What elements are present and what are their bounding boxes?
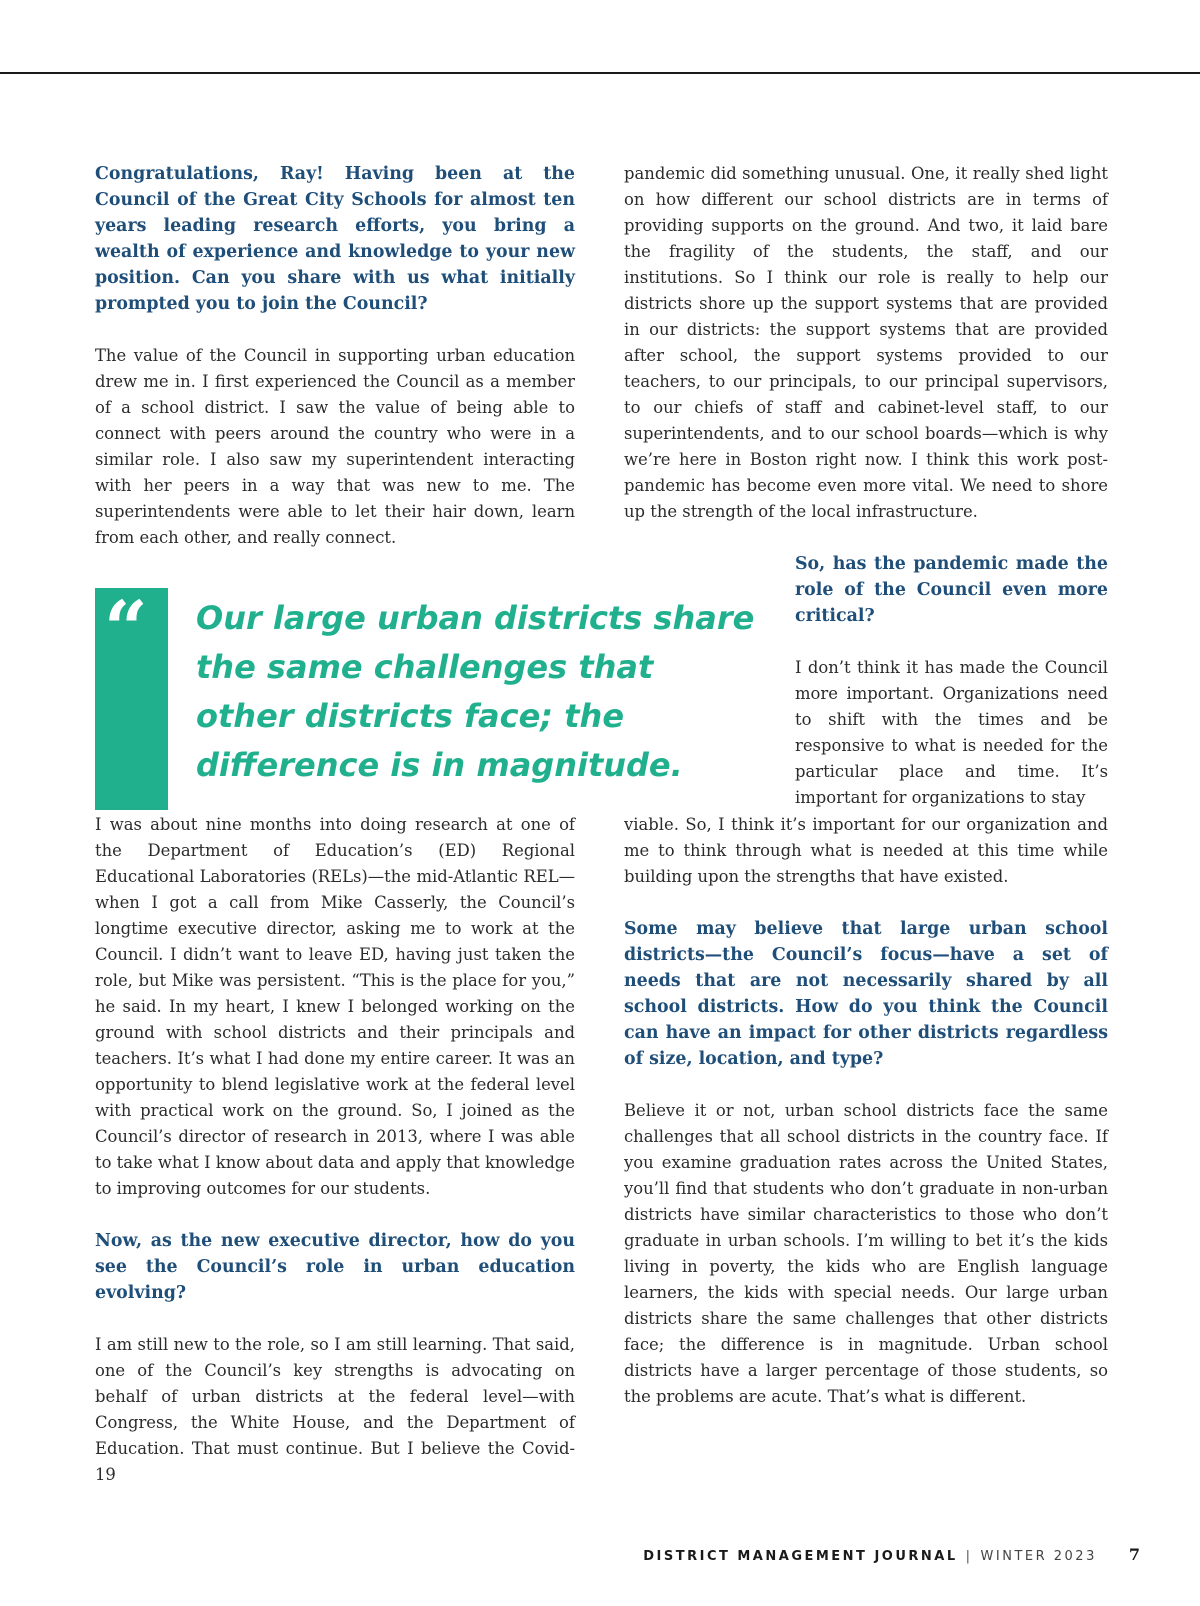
answer-paragraph: The value of the Council in supporting urban education drew me in. I first experienced the Council as a member of a school district. I saw the value of being able to connect with peers around the country who were in a similar role. I also saw my superintendent interacting with her peers in a way that was new to me. The superintendents were able to let their hair down, learn from each other, and really connect. bbox=[95, 346, 575, 547]
pull-quote: Our large urban districts share the same challenges that other districts face; the difference is in magnitude. bbox=[196, 599, 755, 784]
question-heading: Congratulations, Ray! Having been at the Council of the Great City Schools for almost ten years leading research efforts, you bring a wealth of experience and knowledge to your new position. Can you share with us what initially prompted you to join the Council? bbox=[95, 164, 575, 314]
issue-label: WINTER 2023 bbox=[980, 1549, 1097, 1564]
page-footer bbox=[643, 1545, 1140, 1564]
page-number: 7 bbox=[1128, 1545, 1140, 1564]
right-column-bottom bbox=[624, 812, 1108, 1410]
answer-paragraph: viable. So, I think it’s important for our organization and me to think through what is needed at this time while building upon the strengths that have existed. bbox=[624, 815, 1108, 886]
question-heading: Now, as the new executive director, how do you see the Council’s role in urban education evolving? bbox=[95, 1231, 575, 1303]
top-rule bbox=[0, 72, 1200, 74]
journal-title: DISTRICT MANAGEMENT JOURNAL bbox=[643, 1549, 958, 1564]
right-column-narrow bbox=[795, 551, 1108, 811]
quote-mark-icon: “ bbox=[104, 584, 148, 673]
left-column-bottom bbox=[95, 812, 575, 1488]
answer-paragraph: I don’t think it has made the Council more important. Organizations need to shift with the times and be responsive to what is needed for the particular place and time. It’s important for organizations to stay bbox=[795, 658, 1108, 807]
right-column-top bbox=[624, 161, 1108, 525]
answer-paragraph: pandemic did something unusual. One, it really shed light on how different our school districts are in terms of providing supports on the ground. And two, it laid bare the fragility of the students, the staff, and our institutions. So I think our role is really to help our districts shore up the support systems that are provided in our districts: the support systems that are provided after school, the support systems provided to our teachers, to our principals, to our principal supervisors, to our chiefs of staff and cabinet-level staff, to our superintendents, and to our school boards—which is why we’re here in Boston right now. I think this work post-pandemic has become even more vital. We need to shore up the strength of the local infrastructure. bbox=[624, 164, 1108, 521]
footer-separator: | bbox=[965, 1549, 973, 1564]
question-heading: So, has the pandemic made the role of the Council even more critical? bbox=[795, 554, 1108, 626]
answer-paragraph: I am still new to the role, so I am still learning. That said, one of the Council’s key strengths is advocating on behalf of urban districts at the federal level—with Congress, the White House, and the Department of Education. That must continue. But I believe the Covid-19 bbox=[95, 1335, 575, 1484]
answer-paragraph: Believe it or not, urban school districts face the same challenges that all school districts in the country face. If you examine graduation rates across the United States, you’ll find that students who don’t graduate in non-urban districts have similar characteristics to those who don’t graduate in urban schools. I’m willing to bet it’s the kids living in poverty, the kids who are English language learners, the kids with special needs. Our large urban districts share the same challenges that other districts face; the difference is in magnitude. Urban school districts have a larger percentage of those students, so the problems are acute. That’s what is different. bbox=[624, 1101, 1108, 1406]
question-heading: Some may believe that large urban school districts—the Council’s focus—have a set of needs that are not necessarily shared by all school districts. How do you think the Council can have an impact for other districts regardless of size, location, and type? bbox=[624, 919, 1108, 1069]
left-column-top bbox=[95, 161, 575, 551]
answer-paragraph: I was about nine months into doing research at one of the Department of Education’s (ED) Regional Educational Laboratories (RELs)—the mid-Atlantic REL—when I got a call from Mike Casserly, the Council’s longtime executive director, asking me to work at the Council. I didn’t want to leave ED, having just taken the role, but Mike was persistent. “This is the place for you,” he said. In my heart, I knew I belonged working on the ground with school districts and their principals and teachers. It’s what I had done my entire career. It was an opportunity to blend legislative work at the federal level with practical work on the ground. So, I joined as the Council’s director of research in 2013, where I was able to take what I know about data and apply that knowledge to improving outcomes for our students. bbox=[95, 815, 575, 1198]
